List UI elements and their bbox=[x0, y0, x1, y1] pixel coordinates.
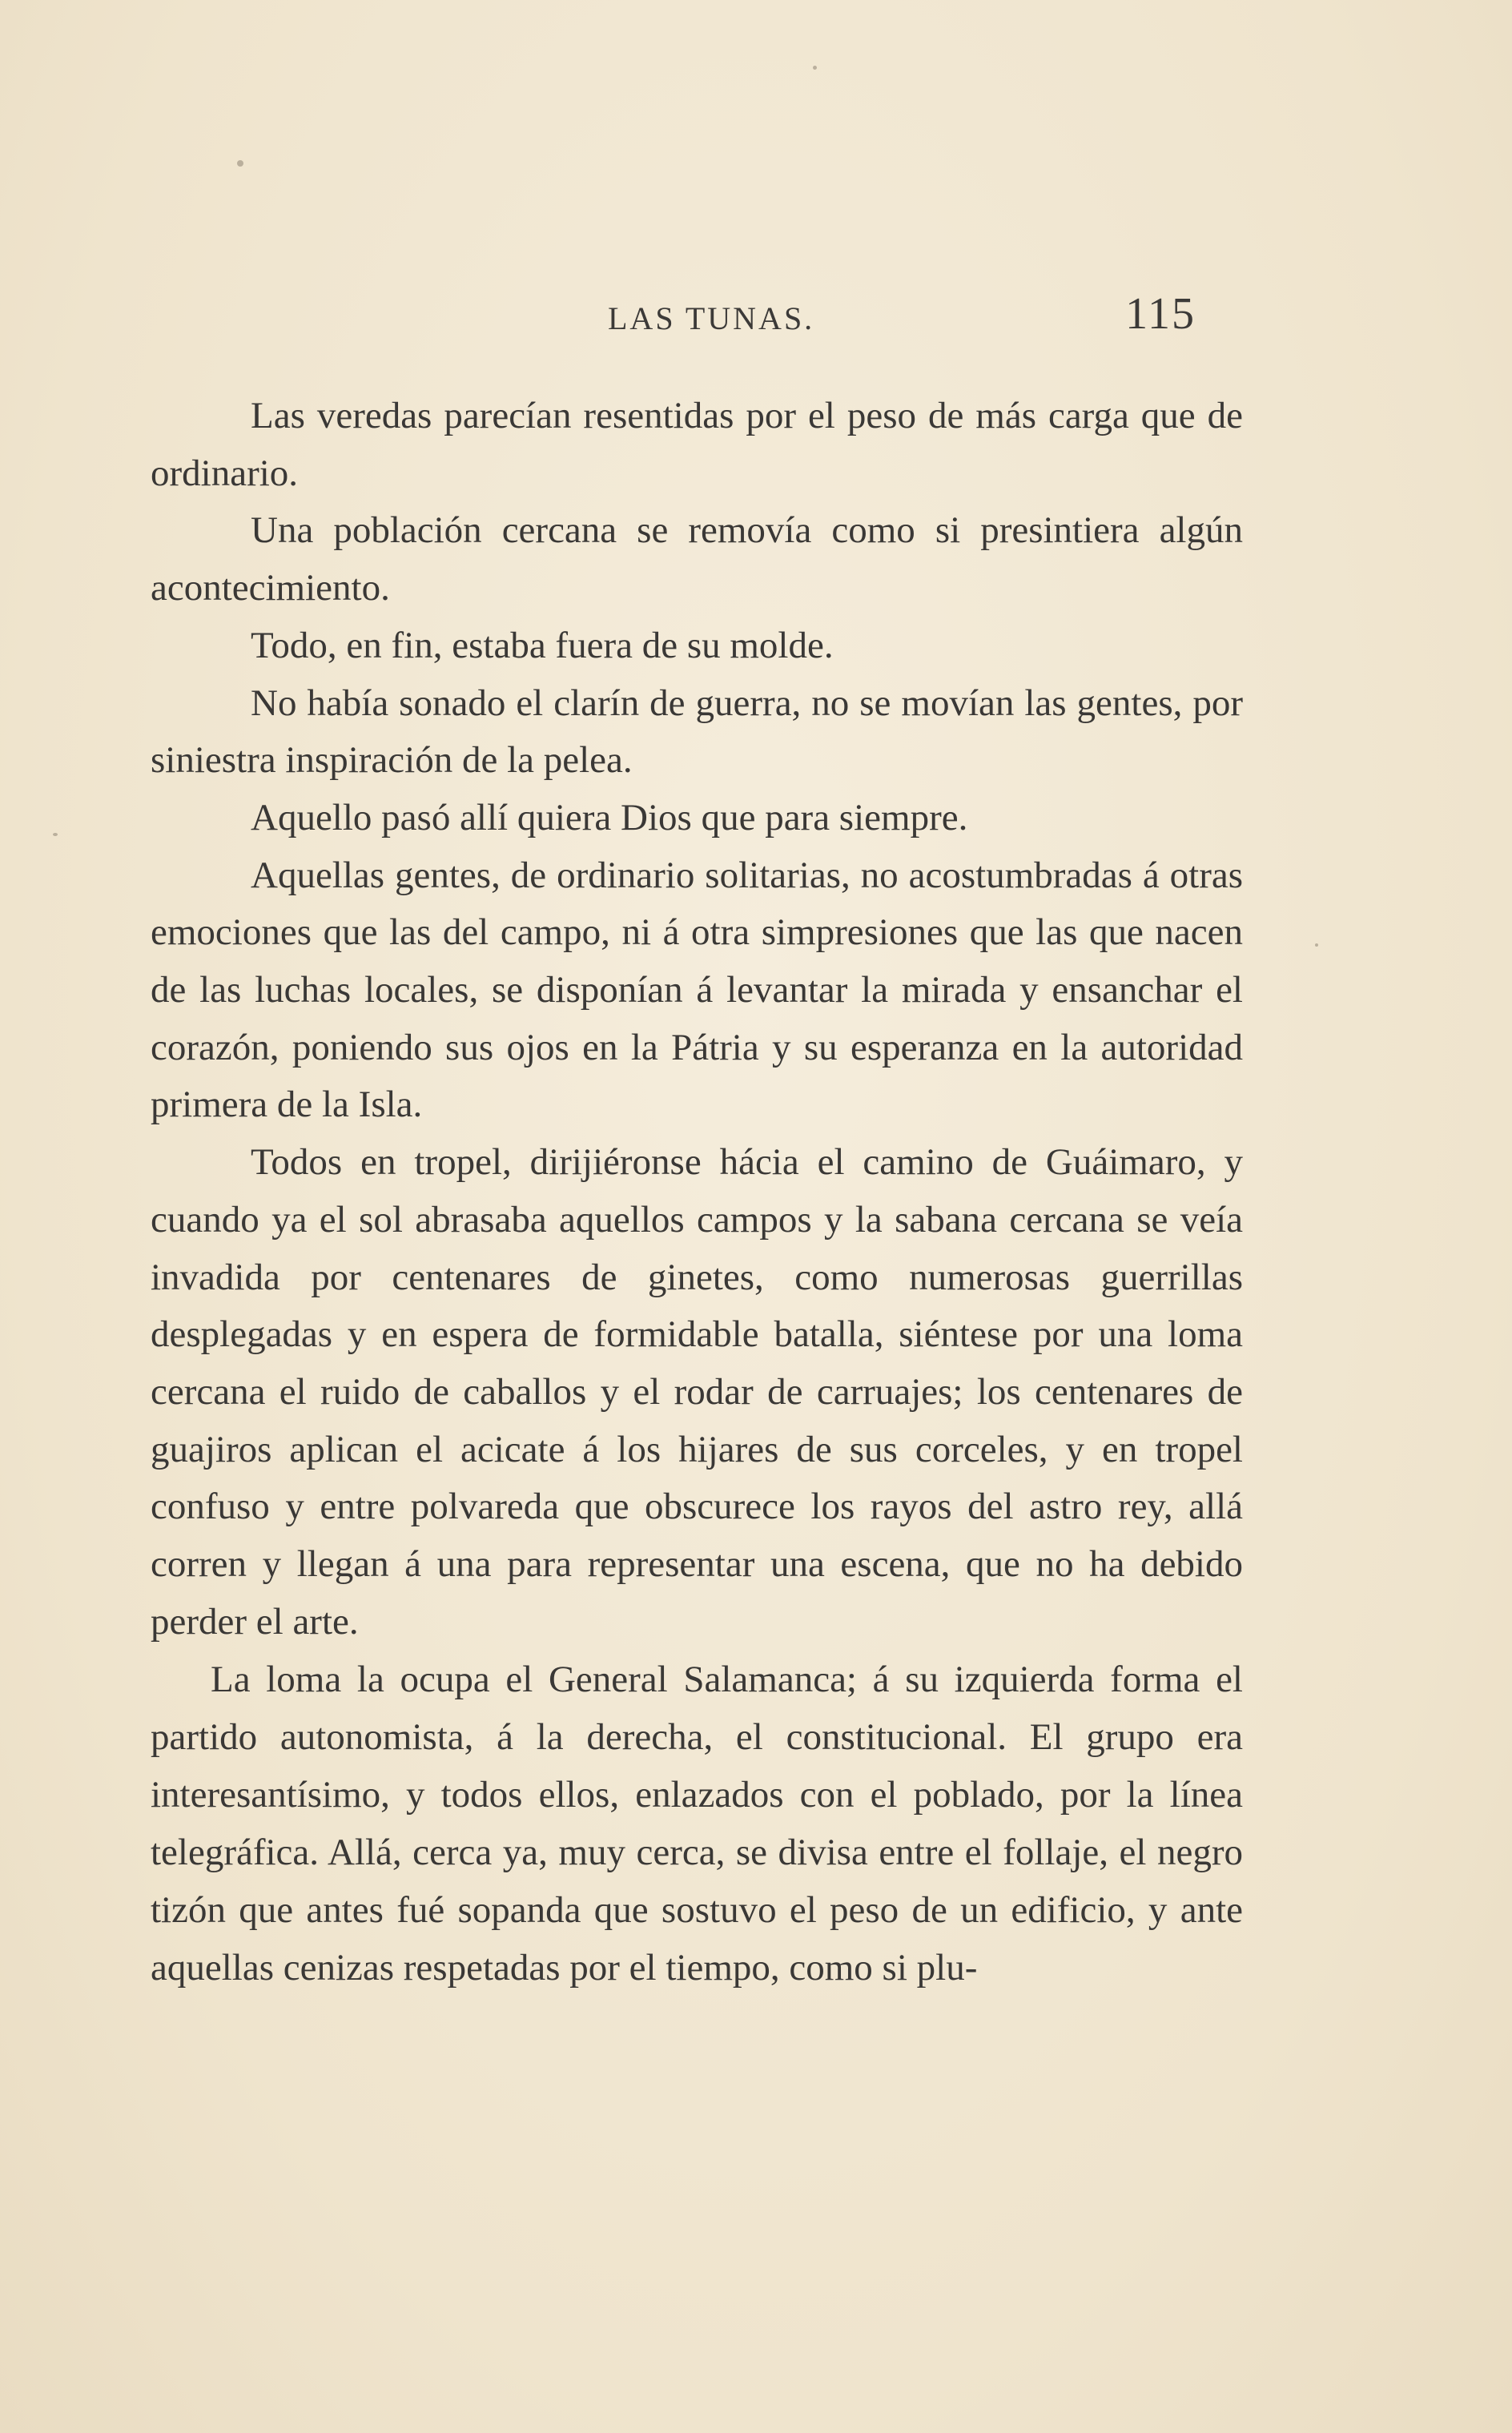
paragraph: Aquello pasó allí quiera Dios que para siempre. bbox=[251, 796, 968, 838]
page-header bbox=[156, 288, 1245, 344]
ink-speck bbox=[1315, 943, 1318, 947]
ink-speck bbox=[237, 160, 243, 167]
paragraph: Todo, en fin, estaba fuera de su molde. bbox=[251, 624, 834, 666]
paragraph: Todos en tropel, dirijiéronse hácia el camino de Guáimaro, y cuando ya el sol abrasaba aquellos campos y la sabana cercana se veía invadida por centenares de ginetes, como numerosas guerrillas desplegadas y en espera de formidable batalla, siéntese por una loma cercana el ruido de caballos y el rodar de carruajes; los centenares de guajiros aplican el acicate á los hijares de sus corceles, y en tropel confuso y entre polvareda que obscurece los rayos del astro rey, allá corren y llegan á una para representar una escena, que no ha debido perder el arte. bbox=[151, 1141, 1243, 1643]
ink-speck bbox=[813, 66, 817, 70]
paragraph: Las veredas parecían resentidas por el peso de más carga que de ordinario. bbox=[151, 395, 1243, 494]
paragraph: La loma la ocupa el General Salamanca; á su izquierda forma el partido autonomista, á la derecha, el constitucional. El grupo era interesantísimo, y todos ellos, enlazados con el poblado, por la línea telegráfica. Allá, cerca ya, muy cerca, se divisa entre el follaje, el negro tizón que antes fué sopanda que sostuvo el peso de un edificio, y ante aquellas cenizas respetadas por el tiempo, como si plu- bbox=[151, 1659, 1243, 1989]
ink-speck bbox=[53, 833, 58, 836]
running-title: LAS TUNAS. bbox=[608, 300, 815, 336]
page-number: 115 bbox=[1125, 289, 1196, 339]
paragraph: No había sonado el clarín de guerra, no se movían las gentes, por siniestra inspiración de la pelea. bbox=[151, 682, 1243, 782]
paragraph: Una población cercana se removía como si presintiera algún acontecimiento. bbox=[151, 509, 1243, 609]
paragraph: Aquellas gentes, de ordinario solitarias, no acostumbradas á otras emociones que las del campo, ni á otra simpresiones que las que nacen de las luchas locales, se disponían á levantar la mirada y ensanchar el corazón, poniendo sus ojos en la Pátria y su esperanza en la autoridad primera de la Isla. bbox=[151, 854, 1243, 1126]
body-text bbox=[151, 388, 1243, 1997]
